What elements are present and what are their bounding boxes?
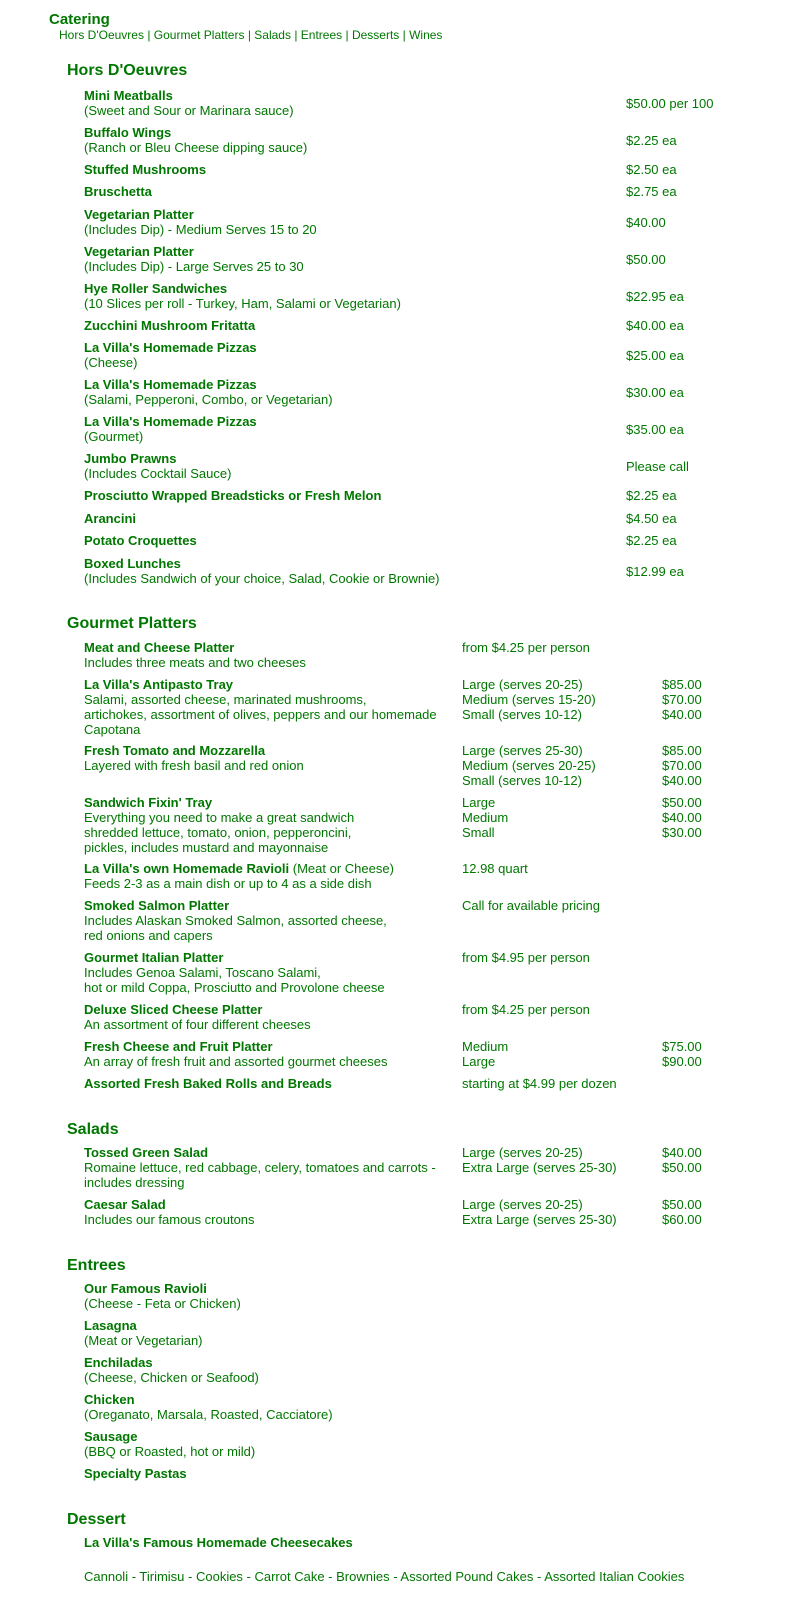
item-name xyxy=(84,207,317,222)
item-prices: $85.00 $70.00 $40.00 xyxy=(662,743,702,788)
item-name-text: Sausage xyxy=(84,1429,138,1444)
item-name-extra: (Meat or Cheese) xyxy=(289,861,394,876)
item-name xyxy=(84,743,304,758)
menu-item xyxy=(84,1429,255,1459)
menu-item xyxy=(84,162,206,177)
item-name xyxy=(84,1145,436,1160)
item-name xyxy=(84,1535,353,1550)
item-name xyxy=(84,898,387,913)
menu-item xyxy=(84,950,385,995)
menu-item xyxy=(84,1318,203,1348)
item-price: $50.00 per 100 xyxy=(626,96,714,111)
item-description: (Cheese) xyxy=(84,355,138,370)
item-description: (Gourmet) xyxy=(84,429,144,444)
menu-item xyxy=(84,898,387,943)
item-name xyxy=(84,677,437,692)
item-name-text: Deluxe Sliced Cheese Platter xyxy=(84,1002,263,1017)
nav-separator: | xyxy=(290,28,301,42)
section-title-dessert: Dessert xyxy=(67,1511,126,1528)
item-description: (Ranch or Bleu Cheese dipping sauce) xyxy=(84,140,308,155)
section-title-platters: Gourmet Platters xyxy=(67,615,197,632)
item-description: (Salami, Pepperoni, Combo, or Vegetarian) xyxy=(84,392,333,407)
item-name xyxy=(84,950,385,965)
menu-item xyxy=(84,281,401,311)
item-name xyxy=(84,1002,311,1017)
menu-item xyxy=(84,1039,388,1069)
item-sizes: Large (serves 20-25) Extra Large (serves 25-30) xyxy=(462,1145,617,1175)
nav-separator: | xyxy=(244,28,255,42)
item-name-text: Caesar Salad xyxy=(84,1197,166,1212)
nav-link-desserts[interactable]: Desserts xyxy=(351,28,400,42)
nav-link-wines[interactable]: Wines xyxy=(409,28,443,42)
menu-item xyxy=(84,861,394,891)
item-prices: $75.00 $90.00 xyxy=(662,1039,702,1069)
item-description: An array of fresh fruit and assorted gourmet cheeses xyxy=(84,1054,388,1069)
item-name-text: Potato Croquettes xyxy=(84,533,197,548)
item-name-text: La Villa's Homemade Pizzas xyxy=(84,377,257,392)
section-title-hors: Hors D'Oeuvres xyxy=(67,62,188,79)
item-name-text: Sandwich Fixin' Tray xyxy=(84,795,213,810)
item-description: Feeds 2-3 as a main dish or up to 4 as a side dish xyxy=(84,876,372,891)
item-name-text: Chicken xyxy=(84,1392,135,1407)
item-description: Layered with fresh basil and red onion xyxy=(84,758,304,773)
item-price: $30.00 ea xyxy=(626,385,684,400)
item-description: An assortment of four different cheeses xyxy=(84,1017,311,1032)
menu-item xyxy=(84,1281,241,1311)
item-sizes: Large Medium Small xyxy=(462,795,509,840)
item-name xyxy=(84,281,401,296)
item-name xyxy=(84,125,307,140)
item-name xyxy=(84,451,231,466)
item-name xyxy=(84,1466,187,1481)
item-name xyxy=(84,1076,332,1091)
nav-link-gourmet-platters[interactable]: Gourmet Platters xyxy=(153,28,245,42)
item-price: $25.00 ea xyxy=(626,348,684,363)
item-name-text: Vegetarian Platter xyxy=(84,207,194,222)
item-name-text: Arancini xyxy=(84,511,137,526)
nav-link-entrees[interactable]: Entrees xyxy=(300,28,343,42)
item-price: $2.50 ea xyxy=(626,162,677,177)
item-name xyxy=(84,1039,388,1054)
item-name-text: Specialty Pastas xyxy=(84,1466,187,1481)
menu-item xyxy=(84,207,317,237)
menu-item xyxy=(84,556,440,586)
menu-item xyxy=(84,318,255,333)
item-description: (Includes Dip) - Large Serves 25 to 30 xyxy=(84,259,304,274)
menu-item xyxy=(84,377,333,407)
item-name-text: La Villa's own Homemade Ravioli xyxy=(84,861,290,876)
item-prices: $50.00 $40.00 $30.00 xyxy=(662,795,702,840)
item-name-text: Bruschetta xyxy=(84,184,152,199)
section-title-salads: Salads xyxy=(67,1121,119,1138)
item-description: Includes Alaskan Smoked Salmon, assorted cheese, red onions and capers xyxy=(84,913,387,943)
item-price: $2.75 ea xyxy=(626,184,677,199)
menu-item xyxy=(84,511,136,526)
item-description: Romaine lettuce, red cabbage, celery, tomatoes and carrots - includes dressing xyxy=(84,1160,436,1190)
item-name-text: Hye Roller Sandwiches xyxy=(84,281,228,296)
item-price: $4.50 ea xyxy=(626,511,677,526)
menu-item xyxy=(84,451,231,481)
nav-separator: | xyxy=(342,28,352,42)
item-price: $35.00 ea xyxy=(626,422,684,437)
item-name-text: Gourmet Italian Platter xyxy=(84,950,224,965)
menu-item xyxy=(84,640,306,670)
item-description: (Oreganato, Marsala, Roasted, Cacciatore) xyxy=(84,1407,333,1422)
item-name-text: Vegetarian Platter xyxy=(84,244,194,259)
item-name xyxy=(84,795,354,810)
menu-item xyxy=(84,184,152,199)
menu-item xyxy=(84,1466,187,1481)
item-name xyxy=(84,162,206,177)
item-name xyxy=(84,414,257,429)
item-name-text: Smoked Salmon Platter xyxy=(84,898,230,913)
menu-item xyxy=(84,1076,332,1091)
item-name xyxy=(84,244,304,259)
menu-item xyxy=(84,1197,255,1227)
menu-item xyxy=(84,795,354,855)
item-name xyxy=(84,377,333,392)
item-name xyxy=(84,1429,255,1444)
item-name xyxy=(84,340,257,355)
item-name-text: Tossed Green Salad xyxy=(84,1145,209,1160)
item-name xyxy=(84,1197,255,1212)
item-sizes: Large (serves 20-25) Extra Large (serves 25-30) xyxy=(462,1197,617,1227)
top-nav xyxy=(59,28,442,42)
item-description: Everything you need to make a great sandwich shredded lettuce, tomato, onion, pepperoncini, pickles, includes mustard and mayonnaise xyxy=(84,810,355,855)
item-name xyxy=(84,861,394,876)
menu-item xyxy=(84,1392,333,1422)
item-name-text: Mini Meatballs xyxy=(84,88,173,103)
item-description: Includes Genoa Salami, Toscano Salami, hot or mild Coppa, Prosciutto and Provolone cheese xyxy=(84,965,385,995)
item-price: $22.95 ea xyxy=(626,289,684,304)
menu-item xyxy=(84,1145,436,1190)
item-price: $2.25 ea xyxy=(626,533,677,548)
item-sizes: Call for available pricing xyxy=(462,898,601,913)
item-price: $12.99 ea xyxy=(626,564,684,579)
item-name-text: Stuffed Mushrooms xyxy=(84,162,207,177)
item-sizes: Medium Large xyxy=(462,1039,509,1069)
item-name xyxy=(84,511,136,526)
item-name xyxy=(84,640,306,655)
item-description: (Sweet and Sour or Marinara sauce) xyxy=(84,103,294,118)
menu-item xyxy=(84,1355,259,1385)
menu-item xyxy=(84,1002,311,1032)
menu-item xyxy=(84,414,257,444)
menu-item xyxy=(84,340,257,370)
item-name-text: Zucchini Mushroom Fritatta xyxy=(84,318,256,333)
item-name xyxy=(84,1318,203,1333)
nav-link-salads[interactable]: Salads xyxy=(254,28,291,42)
item-description: (Cheese, Chicken or Seafood) xyxy=(84,1370,259,1385)
menu-item xyxy=(84,488,381,503)
section-title-entrees: Entrees xyxy=(67,1257,126,1274)
menu-item xyxy=(84,743,304,773)
item-description: (Includes Dip) - Medium Serves 15 to 20 xyxy=(84,222,317,237)
item-description: (Includes Cocktail Sauce) xyxy=(84,466,232,481)
item-name-text: Enchiladas xyxy=(84,1355,153,1370)
item-prices: $50.00 $60.00 xyxy=(662,1197,702,1227)
nav-link-hors-d-oeuvres[interactable]: Hors D'Oeuvres xyxy=(59,28,144,42)
item-name xyxy=(84,533,197,548)
item-name xyxy=(84,1281,241,1296)
item-description: (Meat or Vegetarian) xyxy=(84,1333,203,1348)
item-name xyxy=(84,184,152,199)
item-name-text: La Villa's Antipasto Tray xyxy=(84,677,234,692)
nav-separator: | xyxy=(399,28,410,42)
item-prices: $40.00 $50.00 xyxy=(662,1145,702,1175)
item-sizes: Large (serves 25-30) Medium (serves 20-25) Small (serves 10-12) xyxy=(462,743,596,788)
item-name-text: Our Famous Ravioli xyxy=(84,1281,207,1296)
item-price: $40.00 ea xyxy=(626,318,684,333)
page-title: Catering xyxy=(49,11,110,28)
item-name-text: Assorted Fresh Baked Rolls and Breads xyxy=(84,1076,332,1091)
item-name-text: Fresh Tomato and Mozzarella xyxy=(84,743,266,758)
item-name-text: La Villa's Homemade Pizzas xyxy=(84,414,257,429)
item-name xyxy=(84,88,294,103)
item-description: (Cheese - Feta or Chicken) xyxy=(84,1296,241,1311)
menu-item xyxy=(84,1535,353,1550)
item-name xyxy=(84,1392,333,1407)
item-sizes: Large (serves 20-25) Medium (serves 15-20) Small (serves 10-12) xyxy=(462,677,596,722)
item-price: $2.25 ea xyxy=(626,488,677,503)
item-prices: $85.00 $70.00 $40.00 xyxy=(662,677,702,722)
item-price: Please call xyxy=(626,459,689,474)
nav-separator: | xyxy=(143,28,154,42)
item-name xyxy=(84,488,381,503)
item-name-text: Boxed Lunches xyxy=(84,556,181,571)
item-name-text: La Villa's Famous Homemade Cheesecakes xyxy=(84,1535,353,1550)
menu-item xyxy=(84,533,197,548)
item-name xyxy=(84,1355,259,1370)
menu-item xyxy=(84,1569,684,1584)
item-sizes: from $4.25 per person xyxy=(462,640,590,655)
item-description: Includes three meats and two cheeses xyxy=(84,655,306,670)
menu-item xyxy=(84,244,304,274)
item-sizes: from $4.95 per person xyxy=(462,950,590,965)
item-name-text: La Villa's Homemade Pizzas xyxy=(84,340,257,355)
item-description: Salami, assorted cheese, marinated mushrooms, artichokes, assortment of olives, peppers and our homemade Capotana xyxy=(84,692,437,737)
item-sizes: starting at $4.99 per dozen xyxy=(462,1076,617,1091)
item-name xyxy=(84,318,255,333)
item-description: Cannoli - Tirimisu - Cookies - Carrot Cake - Brownies - Assorted Pound Cakes - Assorted Italian Cookies xyxy=(84,1569,685,1584)
item-description: (Includes Sandwich of your choice, Salad, Cookie or Brownie) xyxy=(84,571,440,586)
item-name-text: Fresh Cheese and Fruit Platter xyxy=(84,1039,273,1054)
item-description: Includes our famous croutons xyxy=(84,1212,255,1227)
item-sizes: from $4.25 per person xyxy=(462,1002,590,1017)
item-price: $40.00 xyxy=(626,215,666,230)
menu-item xyxy=(84,88,294,118)
item-name-text: Jumbo Prawns xyxy=(84,451,177,466)
item-description: (BBQ or Roasted, hot or mild) xyxy=(84,1444,256,1459)
item-name-text: Lasagna xyxy=(84,1318,137,1333)
item-price: $2.25 ea xyxy=(626,133,677,148)
menu-item xyxy=(84,125,307,155)
item-name-text: Buffalo Wings xyxy=(84,125,172,140)
item-name-text: Meat and Cheese Platter xyxy=(84,640,235,655)
item-name-text: Prosciutto Wrapped Breadsticks or Fresh Melon xyxy=(84,488,382,503)
item-name xyxy=(84,556,440,571)
item-sizes: 12.98 quart xyxy=(462,861,528,876)
item-price: $50.00 xyxy=(626,252,666,267)
menu-item xyxy=(84,677,437,737)
item-description: (10 Slices per roll - Turkey, Ham, Salami or Vegetarian) xyxy=(84,296,401,311)
